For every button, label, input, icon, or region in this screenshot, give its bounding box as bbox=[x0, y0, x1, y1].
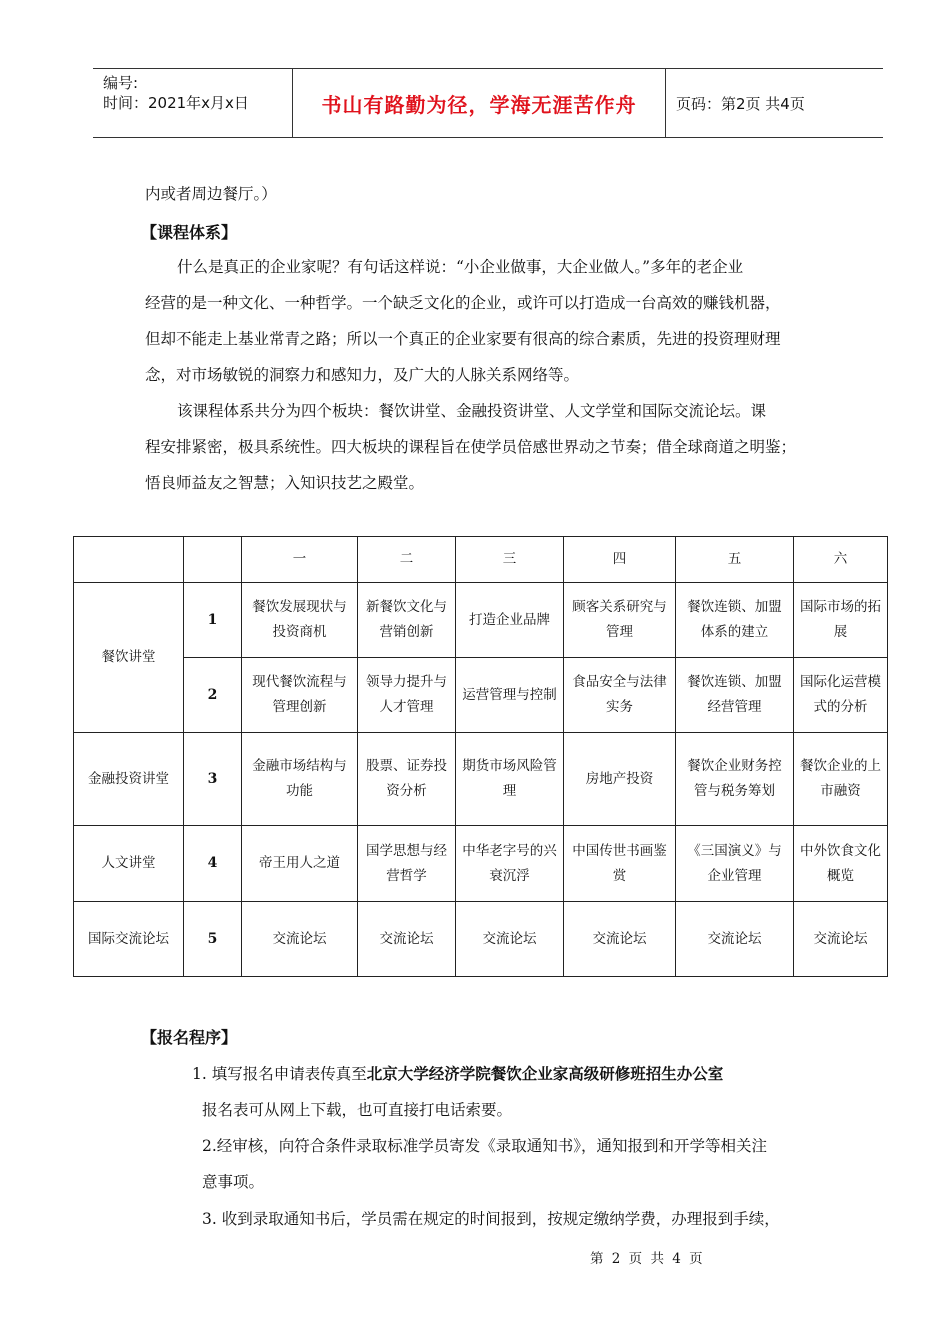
table-header-cell: 四 bbox=[564, 537, 676, 583]
step-1-text: 1. 填写报名申请表传真至 bbox=[192, 1065, 367, 1083]
table-cell: 现代餐饮流程与管理创新 bbox=[242, 658, 358, 733]
registration-step-2-cont: 意事项。 bbox=[202, 1173, 265, 1191]
section-name: 人文讲堂 bbox=[74, 826, 184, 902]
row-number: 2 bbox=[184, 658, 242, 733]
table-cell: 领导力提升与人才管理 bbox=[358, 658, 456, 733]
table-cell: 房地产投资 bbox=[564, 733, 676, 826]
header-page-label: 页码：第2页 共4页 bbox=[676, 94, 805, 113]
p1-line: 但却不能走上基业常青之路；所以一个真正的企业家要有很高的综合素质，先进的投资理财理 bbox=[145, 330, 781, 348]
table-cell: 中外饮食文化概览 bbox=[794, 826, 888, 902]
table-cell: 餐饮企业的上市融资 bbox=[794, 733, 888, 826]
p1-line: 什么是真正的企业家呢？有句话这样说：“小企业做事，大企业做人。”多年的老企业 bbox=[177, 258, 744, 276]
table-cell: 交流论坛 bbox=[676, 902, 794, 977]
table-header-cell: 三 bbox=[456, 537, 564, 583]
table-row bbox=[74, 658, 888, 733]
p2-line: 悟良师益友之智慧；入知识技艺之殿堂。 bbox=[145, 474, 425, 492]
p1-line: 念，对市场敏锐的洞察力和感知力，及广大的人脉关系网络等。 bbox=[145, 366, 580, 384]
registration-step-3: 3. 收到录取通知书后，学员需在规定的时间报到，按规定缴纳学费，办理报到手续， bbox=[202, 1210, 780, 1228]
p2-line: 程安排紧密，极具系统性。四大板块的课程旨在使学员倍感世界动之节奏；借全球商道之明鉴； bbox=[145, 438, 797, 456]
table-header-cell: 一 bbox=[242, 537, 358, 583]
table-cell: 交流论坛 bbox=[456, 902, 564, 977]
table-cell: 打造企业品牌 bbox=[456, 583, 564, 658]
table-cell: 交流论坛 bbox=[794, 902, 888, 977]
course-paragraph-2 bbox=[145, 393, 845, 501]
table-row bbox=[74, 583, 888, 658]
table-header-cell bbox=[184, 537, 242, 583]
table-cell: 金融市场结构与功能 bbox=[242, 733, 358, 826]
page-header bbox=[93, 68, 883, 138]
section-name: 国际交流论坛 bbox=[74, 902, 184, 977]
course-paragraph-1 bbox=[145, 249, 845, 393]
row-number: 5 bbox=[184, 902, 242, 977]
registration-step-2: 2.经审核，向符合条件录取标准学员寄发《录取通知书》，通知报到和开学等相关注 bbox=[202, 1137, 768, 1155]
p2-line: 该课程体系共分为四个板块：餐饮讲堂、金融投资讲堂、人文学堂和国际交流论坛。课 bbox=[177, 402, 767, 420]
table-cell: 国学思想与经营哲学 bbox=[358, 826, 456, 902]
doc-number-label: 编号: bbox=[103, 74, 139, 92]
registration-heading: 【报名程序】 bbox=[141, 1028, 238, 1047]
row-number: 1 bbox=[184, 583, 242, 658]
table-cell: 餐饮连锁、加盟经营管理 bbox=[676, 658, 794, 733]
intro-tail: 内或者周边餐厅。） bbox=[145, 185, 277, 203]
header-motto: 书山有路勤为径，学海无涯苦作舟 bbox=[293, 69, 666, 137]
table-cell: 食品安全与法律实务 bbox=[564, 658, 676, 733]
doc-time-label: 时间：2021年x月x日 bbox=[103, 94, 249, 112]
table-header-cell bbox=[74, 537, 184, 583]
table-row bbox=[74, 902, 888, 977]
table-header-row bbox=[74, 537, 888, 583]
header-meta bbox=[93, 69, 293, 137]
row-number: 4 bbox=[184, 826, 242, 902]
table-cell: 交流论坛 bbox=[564, 902, 676, 977]
table-row bbox=[74, 826, 888, 902]
table-row bbox=[74, 733, 888, 826]
table-cell: 帝王用人之道 bbox=[242, 826, 358, 902]
table-cell: 《三国演义》与企业管理 bbox=[676, 826, 794, 902]
table-cell: 新餐饮文化与营销创新 bbox=[358, 583, 456, 658]
course-table bbox=[73, 536, 888, 977]
table-header-cell: 六 bbox=[794, 537, 888, 583]
table-cell: 中华老字号的兴衰沉浮 bbox=[456, 826, 564, 902]
table-header-cell: 二 bbox=[358, 537, 456, 583]
table-header-cell: 五 bbox=[676, 537, 794, 583]
table-cell: 餐饮企业财务控管与税务筹划 bbox=[676, 733, 794, 826]
p1-line: 经营的是一种文化、一种哲学。一个缺乏文化的企业，或许可以打造成一台高效的赚钱机器， bbox=[145, 294, 781, 312]
table-cell: 国际化运营模式的分析 bbox=[794, 658, 888, 733]
course-heading: 【课程体系】 bbox=[141, 223, 238, 242]
table-cell: 餐饮发展现状与投资商机 bbox=[242, 583, 358, 658]
section-name: 餐饮讲堂 bbox=[74, 583, 184, 733]
page-footer: 第 2 页 共 4 页 bbox=[590, 1251, 705, 1267]
table-cell: 餐饮连锁、加盟体系的建立 bbox=[676, 583, 794, 658]
table-cell: 期货市场风险管理 bbox=[456, 733, 564, 826]
table-cell: 股票、证券投资分析 bbox=[358, 733, 456, 826]
row-number: 3 bbox=[184, 733, 242, 826]
table-cell: 中国传世书画鉴赏 bbox=[564, 826, 676, 902]
table-cell: 运营管理与控制 bbox=[456, 658, 564, 733]
table-cell: 国际市场的拓展 bbox=[794, 583, 888, 658]
registration-step-1-cont: 报名表可从网上下载，也可直接打电话索要。 bbox=[202, 1101, 513, 1119]
table-cell: 交流论坛 bbox=[242, 902, 358, 977]
table-cell: 交流论坛 bbox=[358, 902, 456, 977]
table-cell: 顾客关系研究与管理 bbox=[564, 583, 676, 658]
step-1-office: 北京大学经济学院餐饮企业家高级研修班招生办公室 bbox=[366, 1065, 724, 1083]
registration-step-1 bbox=[192, 1056, 723, 1092]
section-name: 金融投资讲堂 bbox=[74, 733, 184, 826]
